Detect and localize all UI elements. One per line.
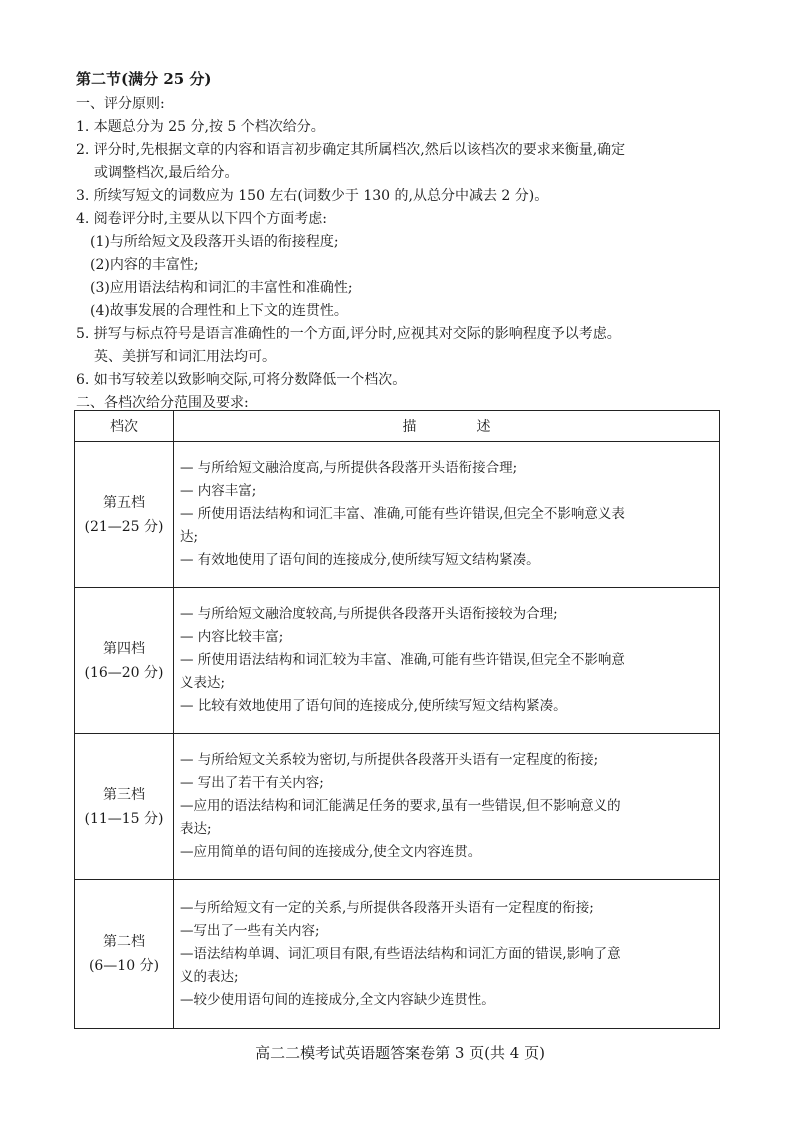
grading-table [74, 410, 720, 1029]
description-line: 达; [180, 529, 199, 545]
description-line: —语法结构单调、词汇项目有限,有些语法结构和词汇方面的错误,影响了意 [180, 945, 621, 962]
principle-line: 3. 所续写短文的词数应为 150 左右(词数少于 130 的,从总分中减去 2 分)。 [76, 188, 549, 204]
grade-name: 第三档 [103, 786, 145, 803]
principle-line: 4. 阅卷评分时,主要从以下四个方面考虑: [76, 211, 327, 227]
description-line: — 与所给短文关系较为密切,与所提供各段落开头语有一定程度的衔接; [180, 752, 599, 768]
grade-name: 第五档 [103, 494, 145, 511]
principle-line: 或调整档次,最后给分。 [94, 165, 239, 181]
description-line: — 所使用语法结构和词汇丰富、准确,可能有些许错误,但完全不影响意义表 [180, 506, 625, 522]
description-cell [174, 442, 720, 588]
grade-range: (21—25 分) [84, 518, 164, 535]
principle-line: 一、评分原则: [76, 96, 165, 112]
principle-line: (2)内容的丰富性; [90, 257, 199, 273]
description-cell [174, 880, 720, 1029]
principle-line: (1)与所给短文及段落开头语的衔接程度; [90, 234, 339, 250]
section-title: 第二节(满分 25 分) [76, 70, 212, 88]
grade-cell [75, 734, 174, 880]
description-cell [174, 588, 720, 734]
grade-name: 第四档 [103, 640, 145, 657]
table-row [75, 588, 720, 734]
table-row [75, 442, 720, 588]
header-desc-char-1: 描 [402, 419, 417, 435]
description-line: —较少使用语句间的连接成分,全文内容缺少连贯性。 [180, 991, 495, 1008]
principle-line: 英、美拼写和词汇用法均可。 [94, 349, 276, 365]
principle-line: 1. 本题总分为 25 分,按 5 个档次给分。 [76, 119, 325, 135]
description-line: — 所使用语法结构和词汇较为丰富、准确,可能有些许错误,但完全不影响意 [180, 652, 625, 668]
grade-range: (6—10 分) [88, 958, 160, 974]
principle-line: 二、各档次给分范围及要求: [76, 395, 249, 411]
description-cell [174, 734, 720, 880]
description-line: —与所给短文有一定的关系,与所提供各段落开头语有一定程度的衔接; [180, 899, 594, 916]
table-row [75, 734, 720, 880]
description-line: 义的表达; [180, 968, 239, 985]
table-row [75, 880, 720, 1029]
scoring-principles [76, 93, 732, 415]
principle-line: 2. 评分时,先根据文章的内容和语言初步确定其所属档次,然后以该档次的要求来衡量,确定 [76, 142, 626, 158]
description-line: —应用的语法结构和词汇能满足任务的要求,虽有一些错误,但不影响意义的 [180, 798, 621, 814]
grade-name: 第二档 [103, 934, 145, 950]
principle-line: (4)故事发展的合理性和上下文的连贯性。 [90, 303, 348, 319]
header-description [174, 411, 720, 442]
header-desc-char-2: 述 [476, 419, 491, 435]
description-line: — 内容比较丰富; [180, 629, 284, 645]
grade-range: (16—20 分) [84, 664, 164, 681]
principle-line: (3)应用语法结构和词汇的丰富性和准确性; [90, 280, 353, 296]
description-line: 表达; [180, 821, 212, 837]
description-line: —写出了一些有关内容; [180, 922, 320, 939]
description-line: — 与所给短文融洽度较高,与所提供各段落开头语衔接较为合理; [180, 606, 558, 622]
header-grade: 档次 [75, 411, 174, 442]
grade-range: (11—15 分) [84, 810, 164, 827]
description-line: — 内容丰富; [180, 483, 257, 499]
principle-line: 5. 拼写与标点符号是语言准确性的一个方面,评分时,应视其对交际的影响程度予以考虑。 [76, 326, 621, 342]
table-header-row [75, 411, 720, 442]
grade-cell [75, 442, 174, 588]
page-footer: 高二二模考试英语题答案卷第 3 页(共 4 页) [255, 1044, 545, 1062]
grade-cell [75, 880, 174, 1029]
description-line: —应用简单的语句间的连接成分,使全文内容连贯。 [180, 844, 482, 860]
description-line: — 有效地使用了语句间的连接成分,使所续写短文结构紧凑。 [180, 552, 540, 568]
principle-line: 6. 如书写较差以致影响交际,可将分数降低一个档次。 [76, 372, 407, 388]
description-line: — 与所给短文融洽度高,与所提供各段落开头语衔接合理; [180, 460, 518, 476]
grade-cell [75, 588, 174, 734]
description-line: — 比较有效地使用了语句间的连接成分,使所续写短文结构紧凑。 [180, 698, 567, 714]
description-line: — 写出了若干有关内容; [180, 775, 324, 791]
description-line: 义表达; [180, 675, 226, 691]
